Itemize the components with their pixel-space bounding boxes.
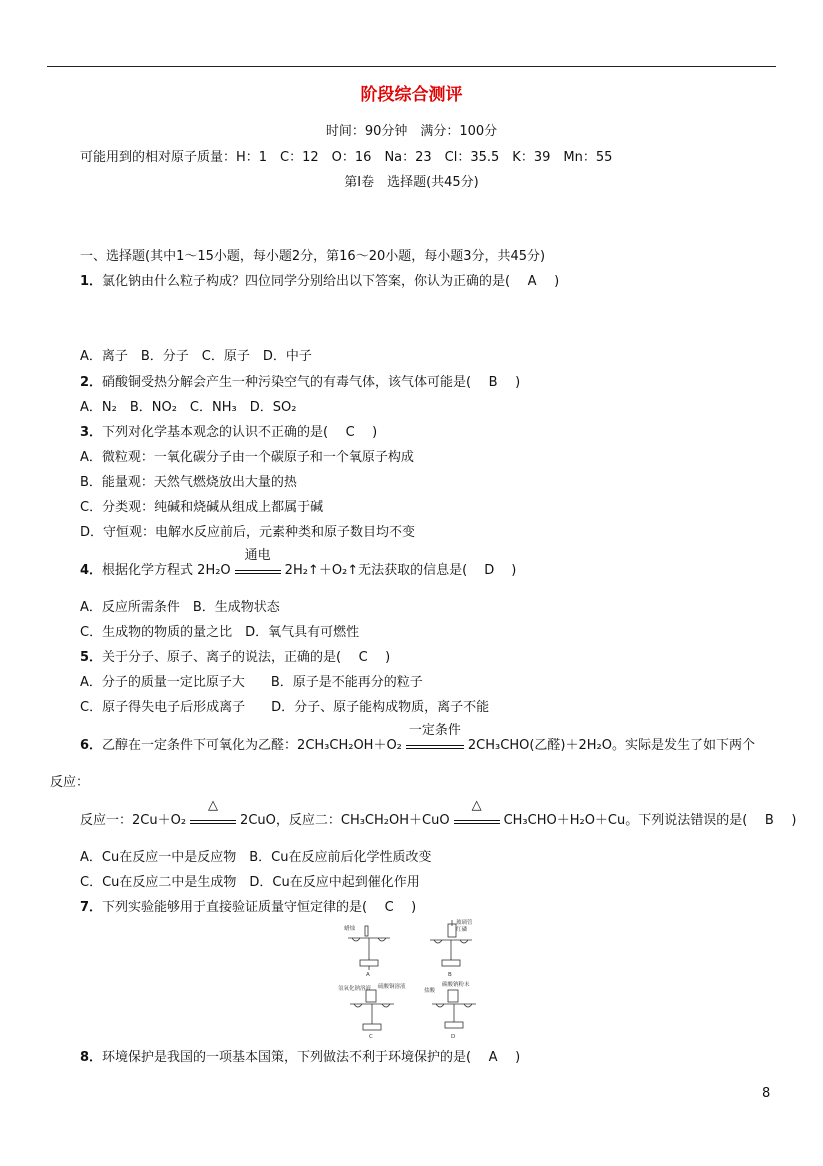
- question-6-reactions: [80, 798, 797, 830]
- label-a: A: [366, 972, 370, 978]
- question-8: [80, 1049, 520, 1067]
- experiment-a: [348, 926, 390, 970]
- question-stem: 下列实验能够用于直接验证质量守恒定律的是(: [102, 900, 381, 915]
- question-stem: 硝酸铜受热分解会产生一种污染空气的有毒气体，该气体可能是(: [102, 375, 485, 390]
- question-stem-cont: 2CH₃CHO(乙醛)＋2H₂O。实际是发生了如下两个: [467, 738, 755, 753]
- question-number: 6．: [80, 738, 103, 753]
- label-b: B: [448, 972, 452, 978]
- experiment-c: [350, 990, 394, 1030]
- question-2-options: A．N₂ B．NO₂ C．NH₃ D．SO₂: [80, 400, 297, 415]
- answer: B: [764, 813, 774, 828]
- question-stem: 根据化学方程式 2H₂O: [102, 563, 231, 578]
- question-stem: 关于分子、原子、离子的说法，正确的是(: [102, 650, 355, 665]
- question-4: [80, 548, 517, 580]
- experiment-d: [432, 990, 476, 1028]
- option-ab: A．反应所需条件 B．生成物状态: [80, 600, 280, 615]
- answer: C: [358, 650, 368, 665]
- answer: B: [488, 375, 498, 390]
- question-number: 8．: [80, 1050, 103, 1065]
- paren-close: ): [498, 563, 517, 578]
- question-1: [80, 273, 559, 291]
- option-b: B．能量观：天然气燃烧放出大量的热: [80, 475, 297, 490]
- option-cd: C．生成物的物质的量之比 D．氧气具有可燃性: [80, 625, 360, 640]
- question-number: 5．: [80, 650, 103, 665]
- label-hcl: 盐酸: [424, 988, 436, 994]
- label-d: D: [451, 1034, 456, 1040]
- question-number: 1．: [80, 274, 103, 289]
- time-score-line: 时间：90分钟 满分：100分: [325, 124, 498, 139]
- question-5: [80, 649, 390, 667]
- balance-experiments-figure: [338, 918, 488, 1042]
- option-a: A．微粒观：一氧化碳分子由一个碳原子和一个氧原子构成: [80, 450, 414, 465]
- question-stem-cont: 2H₂↑＋O₂↑无法获取的信息是(: [284, 563, 481, 578]
- reaction-arrow: [406, 723, 464, 755]
- paren-close: ): [541, 274, 560, 289]
- heat-symbol: △: [471, 798, 482, 813]
- answer: A: [488, 1050, 498, 1065]
- reaction-arrow: [235, 548, 281, 580]
- part-title: 第Ⅰ卷 选择题(共45分): [344, 175, 479, 190]
- question-7: [80, 899, 416, 917]
- question-2: [80, 374, 520, 392]
- paren-close: ): [502, 375, 521, 390]
- answer: C: [345, 425, 355, 440]
- question-number: 2．: [80, 375, 103, 390]
- label-cuso4-solution: 硫酸铜溶液: [378, 984, 406, 990]
- section-heading: 一、选择题(其中1～15小题，每小题2分，第16～20小题，每小题3分，共45分): [80, 249, 546, 264]
- reaction-condition: 一定条件: [408, 723, 461, 738]
- answer: C: [384, 900, 394, 915]
- header-rule: [47, 66, 776, 67]
- option-ab: A．Cu在反应一中是反应物 B．Cu在反应前后化学性质改变: [80, 850, 432, 865]
- question-number: 7．: [80, 900, 103, 915]
- question-stem: 下列对化学基本观念的认识不正确的是(: [102, 425, 342, 440]
- reaction-arrow: [454, 798, 500, 830]
- paren-close: ): [398, 900, 417, 915]
- question-number: 3．: [80, 425, 103, 440]
- paren-close: ): [502, 1050, 521, 1065]
- paren-close: ): [359, 425, 378, 440]
- label-glass-tube: 玻璃管: [456, 920, 473, 926]
- option-ab: A．分子的质量一定比原子大 B．原子是不能再分的粒子: [80, 675, 423, 690]
- page-title: 阶段综合测评: [360, 85, 463, 105]
- question-stem: 乙醇在一定条件下可氧化为乙醛：2CH₃CH₂OH＋O₂: [102, 738, 402, 753]
- label-na2co3-powder: 碳酸钠粉末: [442, 982, 470, 988]
- option-c: C．分类观：纯碱和烧碱从组成上都属于碱: [80, 500, 324, 515]
- answer: A: [527, 274, 537, 289]
- label-c: C: [369, 1034, 373, 1040]
- label-naoh-solution: 氢氧化钠溶液: [338, 986, 372, 992]
- question-1-options: A．离子 B．分子 C．原子 D．中子: [80, 349, 312, 364]
- question-6-wrap: 反应：: [50, 775, 90, 790]
- heat-symbol: △: [208, 798, 219, 813]
- reaction-products: CH₃CHO＋H₂O＋Cu。下列说法错误的是(: [503, 813, 761, 828]
- reaction-condition: 通电: [244, 548, 271, 563]
- paren-close: ): [372, 650, 391, 665]
- label-candle: 蜡烛: [344, 926, 356, 932]
- question-6: [80, 723, 755, 755]
- question-stem: 氯化钠由什么粒子构成？四位同学分别给出以下答案，你认为正确的是(: [102, 274, 524, 289]
- question-number: 4．: [80, 563, 103, 578]
- label-red-phosphorus: 红磷: [456, 927, 468, 933]
- option-cd: C．Cu在反应二中是生成物 D．Cu在反应中起到催化作用: [80, 875, 420, 890]
- reaction-two: 2CuO，反应二：CH₃CH₂OH＋CuO: [240, 813, 450, 828]
- option-d: D．守恒观：电解水反应前后，元素种类和原子数目均不变: [80, 525, 416, 540]
- question-stem: 环境保护是我国的一项基本国策，下列做法不利于环境保护的是(: [102, 1050, 485, 1065]
- atomic-masses-line: 可能用到的相对原子质量：H：1 C：12 O：16 Na：23 Cl：35.5 K：39 Mn：55: [80, 150, 613, 165]
- reaction-arrow: [190, 798, 236, 830]
- question-3: [80, 424, 377, 442]
- answer: D: [484, 563, 495, 578]
- option-cd: C．原子得失电子后形成离子 D．分子、原子能构成物质，离子不能: [80, 700, 490, 715]
- reaction-one: 反应一：2Cu＋O₂: [80, 813, 187, 828]
- paren-close: ): [778, 813, 797, 828]
- page-number: 8: [762, 1086, 771, 1101]
